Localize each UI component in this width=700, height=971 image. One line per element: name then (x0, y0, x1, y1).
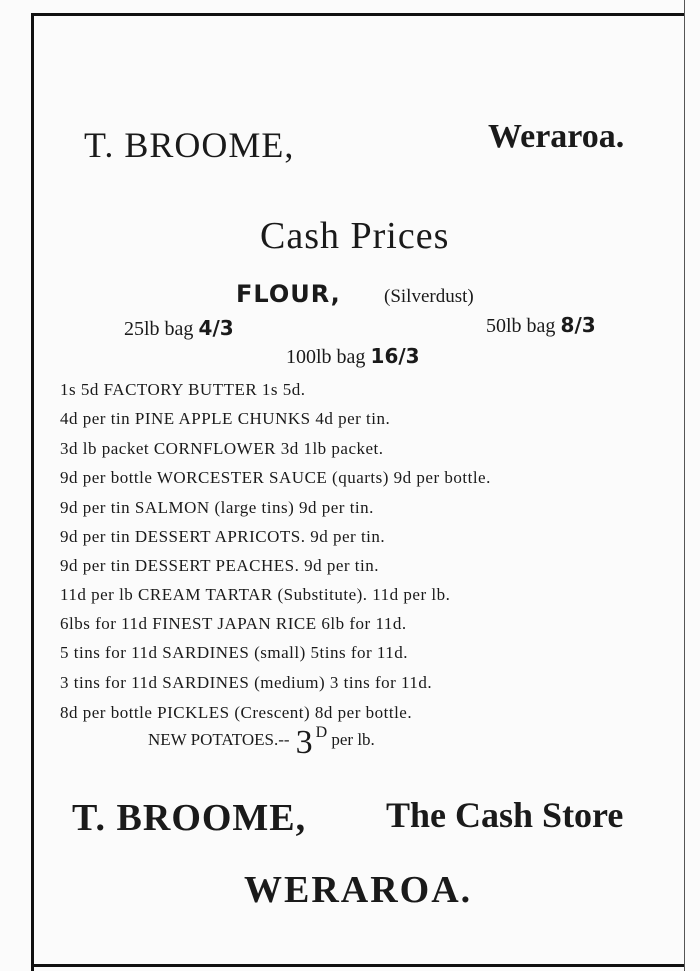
price-line: 9d per tin SALMON (large tins) 9d per tin. (60, 498, 374, 517)
flour-bag-100 (286, 344, 420, 369)
price-line: 6lbs for 11d FINEST JAPAN RICE 6lb for 11d. (60, 614, 407, 633)
footer-store-name: T. BROOME, (72, 797, 307, 839)
price-line: 11d per lb CREAM TARTAR (Substitute). 11d per lb. (60, 585, 451, 604)
price-line: 3d lb packet CORNFLOWER 3d 1lb packet. (60, 439, 384, 458)
price-line: 9d per tin DESSERT PEACHES. 9d per tin. (60, 556, 379, 575)
price-line: 9d per bottle WORCESTER SAUCE (quarts) 9d per bottle. (60, 468, 491, 487)
header-store-name: T. BROOME, (84, 125, 295, 165)
flour-brand: (Silverdust) (384, 286, 474, 307)
footer-tagline: The Cash Store (386, 795, 624, 835)
potatoes-price-unit: D (315, 724, 328, 741)
border-right (684, 0, 685, 971)
flour-title: FLOUR, (236, 280, 341, 308)
bag-price: 8/3 (560, 313, 596, 337)
price-line: 9d per tin DESSERT APRICOTS. 9d per tin. (60, 527, 386, 546)
bag-size: 100lb bag (286, 346, 366, 368)
headline: Cash Prices (260, 215, 450, 257)
bag-price: 16/3 (370, 344, 420, 368)
potatoes-label: NEW POTATOES.-- (148, 730, 290, 749)
price-line: 8d per bottle PICKLES (Crescent) 8d per bottle. (60, 703, 413, 722)
price-line: 5 tins for 11d SARDINES (small) 5tins for 11d. (60, 643, 409, 662)
flour-bag-25 (124, 316, 234, 341)
price-line: 4d per tin PINE APPLE CHUNKS 4d per tin. (60, 409, 391, 428)
bag-size: 25lb bag (124, 318, 194, 340)
bag-size: 50lb bag (486, 315, 556, 337)
price-line: 3 tins for 11d SARDINES (medium) 3 tins for 11d. (60, 673, 433, 692)
bag-price: 4/3 (198, 316, 234, 340)
footer-town: WERAROA. (244, 869, 473, 911)
border-top (34, 13, 684, 16)
border-bottom (34, 964, 684, 967)
header-town: Weraroa. (488, 118, 625, 155)
potatoes-price-big: 3 (295, 724, 313, 761)
flour-bag-50 (486, 313, 596, 338)
potatoes-line (148, 724, 375, 762)
price-line: 1s 5d FACTORY BUTTER 1s 5d. (60, 380, 306, 399)
border-left (31, 13, 34, 971)
potatoes-suffix: per lb. (331, 730, 375, 749)
